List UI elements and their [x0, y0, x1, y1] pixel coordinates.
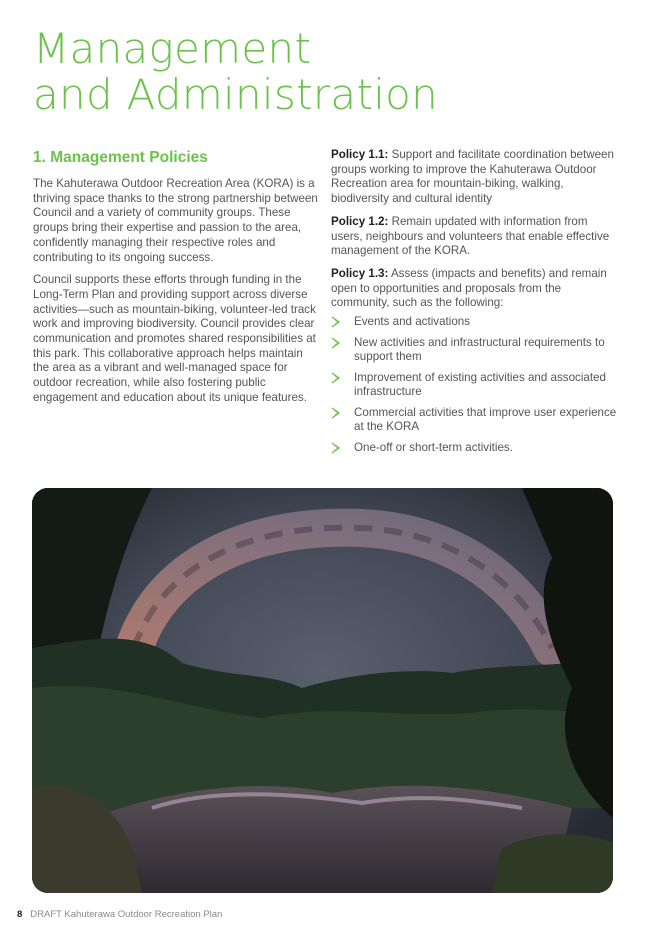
- section-heading: 1. Management Policies: [33, 149, 208, 166]
- council-support-paragraph: Council supports these efforts through funding in the Long-Term Plan and providing support across diverse activities—such as mountain-biking, volunteer-led track work and improving biodiversity. Council provides clear communication and promotes shared responsibilities at this park. This collaborative approach helps maintain the area as a vibrant and well-managed space for outdoor recreation, while also fostering public engagement and education about its unique features.: [33, 273, 316, 404]
- list-item-text: New activities and infrastructural requirements to support them: [354, 336, 605, 364]
- policy-1-3: [331, 267, 621, 311]
- list-item: [331, 406, 621, 434]
- page-title: [33, 26, 438, 118]
- right-column: [331, 148, 621, 462]
- policy-text: Assess (impacts and benefits) and remain open to opportunities and proposals from the community, such as the following:: [331, 266, 607, 310]
- document-title: DRAFT Kahuterawa Outdoor Recreation Plan: [30, 909, 223, 920]
- list-item: [331, 336, 621, 364]
- double-chevron-right-icon: [331, 316, 343, 328]
- policy-label: Policy 1.2:: [331, 214, 389, 228]
- list-item-text: One-off or short-term activities.: [354, 441, 513, 455]
- double-chevron-right-icon: [331, 372, 343, 384]
- policy-label: Policy 1.3:: [331, 266, 389, 280]
- page-title-line-2: and Administration: [33, 70, 439, 119]
- double-chevron-right-icon: [331, 442, 343, 454]
- page-title-line-1: Management: [33, 24, 312, 73]
- policy-text: Remain updated with information from users, neighbours and volunteers that enable effective management of the KORA.: [331, 214, 610, 258]
- double-chevron-right-icon: [331, 407, 343, 419]
- list-item-text: Improvement of existing activities and associated infrastructure: [354, 371, 606, 399]
- page-footer: [17, 909, 222, 920]
- left-column: [33, 148, 318, 414]
- photo-illustration: [32, 488, 613, 893]
- night-sky-river-photo: [32, 488, 613, 893]
- policy-1-2: [331, 215, 621, 259]
- policy-label: Policy 1.1:: [331, 148, 389, 161]
- list-item: [331, 441, 621, 455]
- policy-1-3-list: [331, 315, 621, 455]
- list-item: [331, 371, 621, 399]
- list-item-text: Events and activations: [354, 315, 471, 329]
- page-number: 8: [17, 909, 23, 920]
- list-item: [331, 315, 621, 329]
- policy-1-1: [331, 148, 621, 207]
- list-item-text: Commercial activities that improve user experience at the KORA: [354, 406, 617, 434]
- intro-paragraph: The Kahuterawa Outdoor Recreation Area (KORA) is a thriving space thanks to the strong partnership between Council and a variety of community groups. These groups bring their expertise and passion to the area, confidently managing their respective roles and contributing to its ongoing success.: [33, 177, 318, 264]
- policy-text: Support and facilitate coordination between groups working to improve the Kahuterawa Outdoor Recreation area for mountain-biking, walking, biodiversity and cultural identity: [331, 148, 614, 206]
- double-chevron-right-icon: [331, 337, 343, 349]
